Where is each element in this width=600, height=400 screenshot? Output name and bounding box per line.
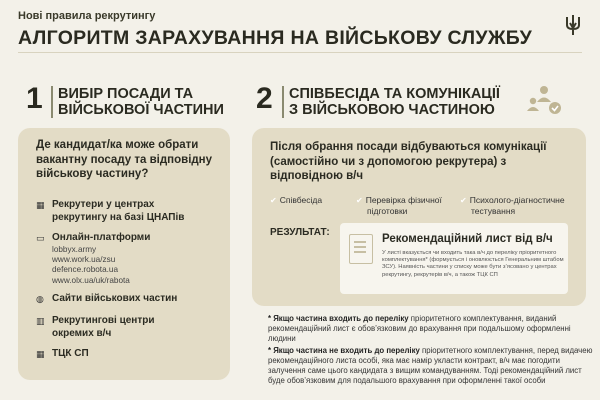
document-icon <box>349 234 373 264</box>
laptop-icon: ▭ <box>36 233 45 243</box>
result-label: РЕЗУЛЬТАТ: <box>270 227 330 238</box>
header-subtitle: Нові правила рекрутингу <box>18 10 156 22</box>
platform-link[interactable]: www.work.ua/zsu <box>52 255 116 265</box>
recommendation-title: Рекомендаційний лист від в/ч <box>382 233 553 245</box>
globe-icon: ◍ <box>36 294 44 304</box>
platform-link[interactable]: defence.robota.ua <box>52 265 119 275</box>
office-icon: ▥ <box>36 316 45 326</box>
step2-title: СПІВБЕСІДА ТА КОМУНІКАЦІЇ З ВІЙСЬКОВОЮ ЧАСТИНОЮ <box>289 86 500 118</box>
check-icon: ✔ <box>270 196 277 205</box>
footnote: * Якщо частина не входить до переліку пріоритетного комплектування, перед видачею рекомендаційного листа особі, яка має намір укласти контракт, в/ч має погодити залучення саме цього кандидата з вищим командуванням. Тоді рекомендаційний лист буде обов’язковим для подальшого врахування при оформленні такої особи <box>268 346 593 385</box>
building-icon: ▦ <box>36 200 45 210</box>
step1-title: ВИБІР ПОСАДИ ТА ВІЙСЬКОВОЇ ЧАСТИНИ <box>58 86 224 118</box>
step2-number: 2 <box>256 82 273 115</box>
list-item: ▦ Рекрутери у центрах рекрутингу на базі ЦНАПів <box>36 199 185 223</box>
check-item: ✔ Психолого-діагностичне тестування <box>460 195 565 216</box>
list-item: ◍ Сайти військових частин <box>36 293 178 304</box>
recommendation-text: У листі вказується чи входить така в/ч до переліку пріоритетного комплектування* (формується і оновлюється Генеральним штабом ЗСУ). Наявність частини у списку може бути з’ясовано у центрах рекрутингу, рекрутерів в/ч, а також ТЦК СП <box>382 250 564 278</box>
platform-link[interactable]: lobbyx.army <box>52 245 97 254</box>
platform-link[interactable]: www.olx.ua/uk/rabota <box>52 275 130 285</box>
step1-card <box>18 128 230 380</box>
check-icon: ✔ <box>356 196 363 205</box>
online-platforms-list <box>52 245 130 286</box>
check-icon: ✔ <box>460 196 467 205</box>
check-item: ✔ Співбесіда <box>270 195 323 205</box>
trident-icon <box>564 14 582 36</box>
step2-bar <box>282 86 284 118</box>
header-divider <box>18 52 582 53</box>
step2-card <box>252 128 586 306</box>
building-icon: ▦ <box>36 349 45 359</box>
people-check-icon <box>525 84 563 116</box>
step1-bar <box>51 86 53 118</box>
list-item: ▥ Рекрутингові центри окремих в/ч <box>36 315 155 339</box>
list-item: ▭ Онлайн-платформи <box>36 232 151 243</box>
step1-question: Де кандидат/ка може обрати вакантну посаду та відповідну військову частину? <box>36 139 213 180</box>
step2-text: Після обрання посади відбуваються комунікації (самостійно чи з допомогою рекрутера) з відповідною в/ч <box>270 141 547 182</box>
recommendation-box <box>340 223 568 294</box>
list-item: ▦ ТЦК СП <box>36 348 89 359</box>
step1-number: 1 <box>26 82 43 115</box>
page-title: АЛГОРИТМ ЗАРАХУВАННЯ НА ВІЙСЬКОВУ СЛУЖБУ <box>18 27 533 49</box>
check-item: ✔ Перевірка фізичної підготовки <box>356 195 442 216</box>
footnote: * Якщо частина входить до переліку пріоритетного комплектування, виданий рекомендаційний лист є обов’язковим до врахування при подальшому оформленні людини <box>268 314 571 343</box>
